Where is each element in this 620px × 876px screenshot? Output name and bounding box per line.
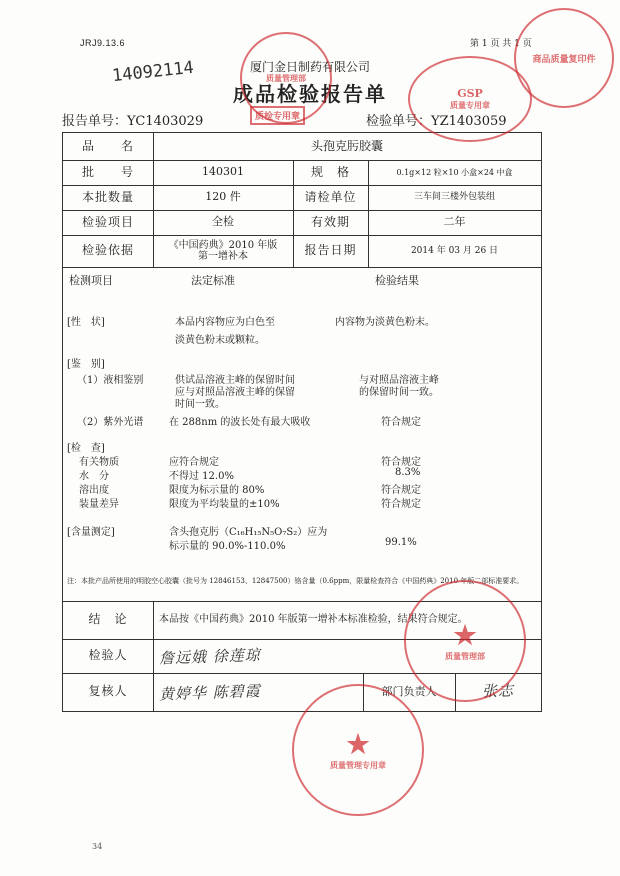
- company-name: 厦门金日制药有限公司: [249, 60, 370, 74]
- dept-head-label: 部门负责人: [381, 684, 437, 698]
- star-icon: ★: [346, 729, 370, 760]
- quality-mgmt-stamp: [404, 580, 526, 702]
- identification-1-result-1: 与对照品溶液主峰: [359, 375, 439, 386]
- assay-standard-2: 标示量的 90.0%-110.0%: [169, 541, 286, 552]
- validity-value: 二年: [443, 215, 466, 229]
- check-item: 有关物质: [79, 457, 119, 468]
- conclusion-label: 结 论: [88, 612, 128, 627]
- check-result: 8.3%: [395, 467, 421, 478]
- quality-dept-stamp-text: 质量管理部: [266, 72, 306, 83]
- identification-1-standard-3: 时间一致。: [175, 399, 225, 410]
- basis-line-2: 第一增补本: [198, 251, 248, 262]
- check-standard: 限度为平均装量的±10%: [169, 499, 280, 510]
- footer-number: 34: [92, 842, 103, 851]
- dept-head-signature: 张志: [481, 681, 515, 701]
- identification-2-result: 符合规定: [381, 417, 421, 428]
- character-result: 内容物为淡黄色粉末。: [335, 317, 435, 328]
- inspector-label: 检验人: [88, 648, 128, 663]
- column-header-item: 检测项目: [69, 274, 113, 287]
- identification-1-standard-1: 供试品溶液主峰的保留时间: [175, 375, 295, 386]
- check-result: 符合规定: [381, 457, 421, 468]
- identification-1-result-2: 的保留时间一致。: [359, 387, 439, 398]
- request-unit-value: 三车间三楼外包装组: [413, 192, 495, 203]
- gsp-stamp-text: GSP: [457, 87, 483, 100]
- inspection-number-value: YZ1403059: [431, 114, 507, 129]
- batch-number: 140301: [202, 165, 244, 179]
- page-info: 第 1 页 共 1 页: [470, 39, 532, 49]
- quantity-value: 120 件: [205, 190, 241, 204]
- reviewer-signature: 黄婷华 陈碧霞: [158, 682, 262, 704]
- assay-section-title: [含量测定]: [67, 527, 115, 538]
- identification-2-item: （2）紫外光谱: [77, 417, 144, 428]
- identification-1-item: （1）液相鉴别: [77, 375, 144, 386]
- company-copy-stamp: 商品质量复印件: [514, 8, 614, 108]
- report-date-value: 2014 年 03 月 26 日: [410, 245, 499, 256]
- request-unit-label: 请检单位: [304, 189, 357, 204]
- character-standard-1: 本品内容物应为白色至: [175, 317, 275, 328]
- check-section-title: [检 查]: [67, 443, 105, 454]
- identification-1-standard-2: 应与对照品溶液主峰的保留: [175, 387, 295, 398]
- report-number: [62, 110, 203, 129]
- check-standard: 限度为标示量的 80%: [169, 485, 265, 496]
- check-result: 符合规定: [381, 499, 421, 510]
- check-standard: 应符合规定: [169, 457, 219, 468]
- assay-result: 99.1%: [385, 537, 417, 548]
- distributor-stamp: [292, 684, 424, 816]
- column-header-result: 检验结果: [375, 274, 419, 287]
- report-number-value: YC1403029: [127, 114, 204, 129]
- items-value: 全检: [212, 215, 234, 229]
- inspection-seal-rect: 质检专用章: [250, 106, 305, 125]
- inspector-signature: 詹远娥 徐莲琼: [158, 646, 262, 668]
- spec-label: 规 格: [310, 164, 350, 179]
- check-result: 符合规定: [381, 485, 421, 496]
- identification-section-title: [鉴 别]: [67, 359, 105, 370]
- validity-label: 有效期: [310, 214, 350, 229]
- form-code: JRJ9.13.6: [80, 38, 126, 48]
- product-name: 头孢克肟胶囊: [310, 138, 383, 153]
- character-section-title: [性 状]: [67, 317, 105, 328]
- quantity-label: 本批数量: [81, 189, 134, 204]
- document-title: 成品检验报告单: [233, 82, 387, 106]
- character-standard-2: 淡黄色粉末或颗粒。: [175, 335, 265, 346]
- handwritten-number: 14092114: [111, 57, 195, 87]
- check-standard: 不得过 12.0%: [169, 471, 234, 482]
- conclusion-text: 本品按《中国药典》2010 年版第一增补本标准检验，结果符合规定。: [159, 614, 468, 626]
- report-date-label: 报告日期: [304, 243, 357, 258]
- items-label: 检验项目: [81, 214, 134, 229]
- check-item: 水 分: [79, 471, 109, 482]
- star-icon: ★: [453, 620, 477, 651]
- assay-standard-1: 含头孢克肟（C₁₆H₁₅N₅O₇S₂）应为: [169, 527, 328, 538]
- inspection-number-label: 检验单号：: [366, 114, 432, 129]
- distributor-stamp-text: 质量管理专用章: [330, 759, 386, 770]
- gsp-stamp: [408, 56, 532, 142]
- basis-value: [153, 235, 293, 267]
- check-item: 装量差异: [79, 499, 119, 510]
- gsp-stamp-subtext: 质量专用章: [450, 100, 490, 110]
- row-divider: [63, 267, 541, 268]
- column-header-standard: 法定标准: [191, 274, 235, 287]
- batch-label: 批 号: [81, 164, 134, 179]
- check-item: 溶出度: [79, 485, 109, 496]
- identification-2-standard: 在 288nm 的波长处有最大吸收: [169, 417, 311, 428]
- basis-label: 检验依据: [81, 243, 134, 258]
- footnote: 注：本批产品所使用的明胶空心胶囊（批号为 12846153、12847500）铬含量（0.6ppm，限量检查符合《中国药典》2010 年版二部标准要求。: [67, 577, 524, 585]
- quality-mgmt-stamp-text: 质量管理部: [445, 650, 485, 661]
- product-label: 品 名: [81, 138, 134, 153]
- report-number-label: 报告单号：: [62, 114, 128, 129]
- basis-line-1: 《中国药典》2010 年版: [168, 239, 278, 251]
- spec-value: 0.1g×12 粒×10 小盒×24 中盒: [396, 167, 513, 177]
- reviewer-label: 复核人: [88, 684, 128, 699]
